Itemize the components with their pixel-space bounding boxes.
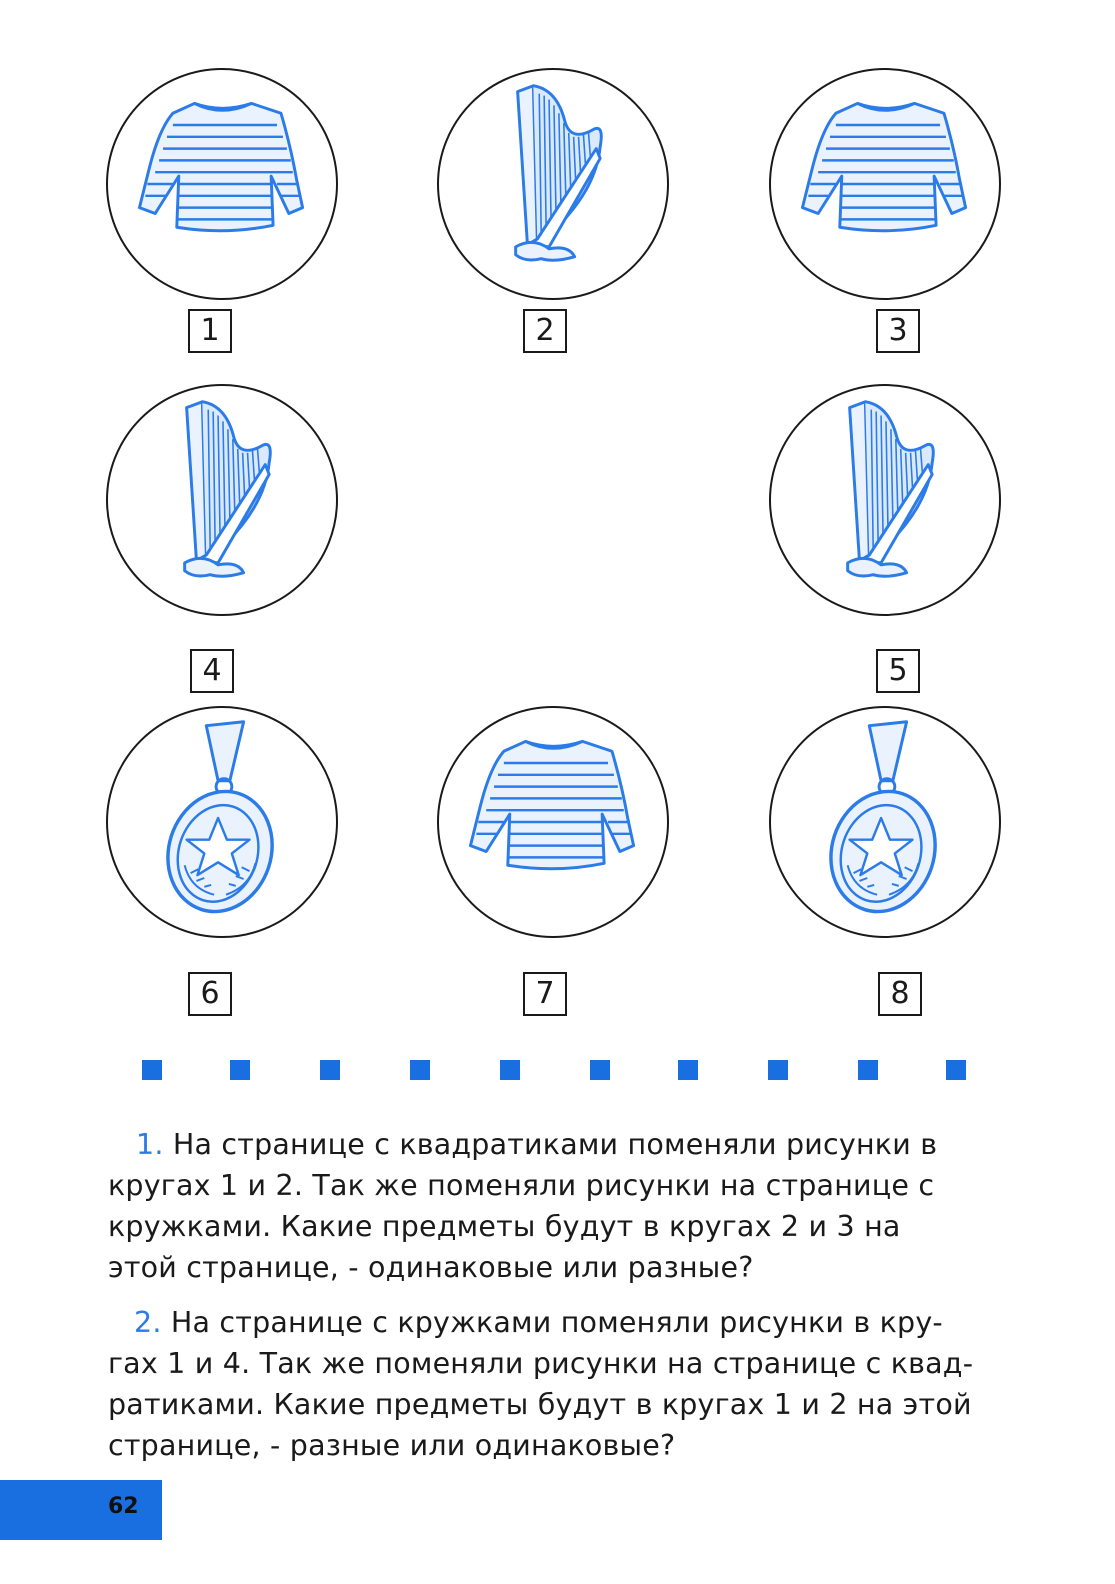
- sweater-icon: [108, 70, 336, 298]
- harp-icon: [771, 386, 999, 614]
- task-2: [108, 1302, 1008, 1466]
- circle-label-4: 4: [190, 649, 234, 693]
- task-line: странице, - разные или одинаковые?: [108, 1429, 676, 1462]
- harp-icon: [108, 386, 336, 614]
- divider-square: [678, 1060, 698, 1080]
- circle-2: [437, 68, 669, 300]
- medal-icon: [108, 708, 336, 936]
- page-number: 62: [108, 1494, 139, 1519]
- task-line: [108, 1302, 1008, 1343]
- circle-label-5: 5: [876, 649, 920, 693]
- divider-square: [858, 1060, 878, 1080]
- divider-square: [946, 1060, 966, 1080]
- task-line: гах 1 и 4. Так же поменяли рисунки на странице с квад-: [108, 1347, 974, 1380]
- sweater-icon: [439, 708, 667, 936]
- circle-5: [769, 384, 1001, 616]
- circle-label-2: 2: [523, 309, 567, 353]
- task-number: 2.: [134, 1306, 162, 1339]
- task-text: На странице с кружками поменяли рисунки в кру-: [170, 1306, 943, 1339]
- task-line: кружками. Какие предметы будут в кругах 2 и 3 на: [108, 1210, 901, 1243]
- circle-4: [106, 384, 338, 616]
- task-line: ратиками. Какие предметы будут в кругах 1 и 2 на этой: [108, 1388, 972, 1421]
- task-line: [108, 1124, 1008, 1165]
- circle-label-6: 6: [188, 972, 232, 1016]
- circle-8: [769, 706, 1001, 938]
- divider-square: [410, 1060, 430, 1080]
- sweater-icon: [771, 70, 999, 298]
- divider-square: [768, 1060, 788, 1080]
- circle-label-3: 3: [876, 309, 920, 353]
- circle-1: [106, 68, 338, 300]
- circle-6: [106, 706, 338, 938]
- task-text: На странице с квадратиками поменяли рисунки в: [172, 1128, 938, 1161]
- task-number: 1.: [136, 1128, 164, 1161]
- circle-label-7: 7: [523, 972, 567, 1016]
- circle-label-8: 8: [878, 972, 922, 1016]
- divider-square: [230, 1060, 250, 1080]
- circle-3: [769, 68, 1001, 300]
- divider-square: [142, 1060, 162, 1080]
- task-line: кругах 1 и 2. Так же поменяли рисунки на странице с: [108, 1169, 935, 1202]
- task-1: [108, 1124, 1008, 1288]
- divider-square: [500, 1060, 520, 1080]
- divider-square: [590, 1060, 610, 1080]
- harp-icon: [439, 70, 667, 298]
- circle-label-1: 1: [188, 309, 232, 353]
- divider-square: [320, 1060, 340, 1080]
- circle-7: [437, 706, 669, 938]
- task-line: этой странице, - одинаковые или разные?: [108, 1251, 754, 1284]
- medal-icon: [771, 708, 999, 936]
